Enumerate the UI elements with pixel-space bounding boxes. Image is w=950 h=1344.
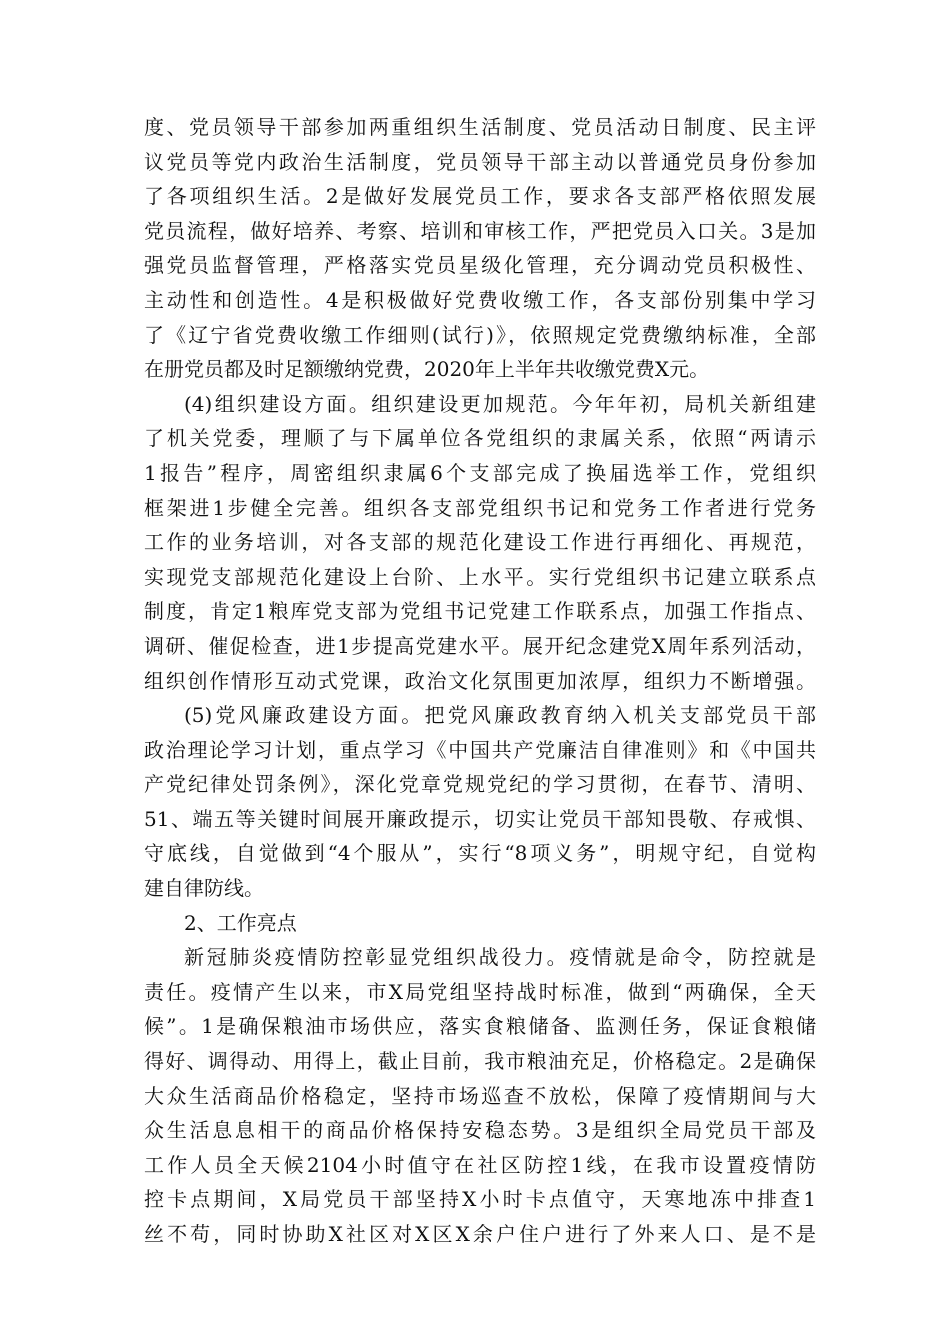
- text-line: 在册党员都及时足额缴纳党费，2020年上半年共收缴党费X元。: [144, 357, 710, 382]
- text-line: 守底线，自觉做到“4个服从”，实行“8项义务”，明规守纪，自觉构: [144, 841, 816, 866]
- text-line: 调研、催促检查，进1步提高党建水平。展开纪念建党X周年系列活动，: [144, 633, 816, 658]
- text-line: 工作人员全天候2104小时值守在社区防控1线，在我市设置疫情防: [144, 1152, 816, 1177]
- text-line: 了《辽宁省党费收缴工作细则(试行)》，依照规定党费缴纳标准，全部: [144, 322, 816, 347]
- text-line: 建自律防线。: [144, 876, 264, 901]
- text-line: 强党员监督管理，严格落实党员星级化管理，充分调动党员积极性、: [144, 253, 816, 278]
- text-line: 候”。1是确保粮油市场供应，落实食粮储备、监测任务，保证食粮储: [144, 1014, 816, 1039]
- text-line: 产党纪律处罚条例》，深化党章党规党纪的学习贯彻，在春节、清明、: [144, 772, 816, 797]
- text-line: 了各项组织生活。2是做好发展党员工作，要求各支部严格依照发展: [144, 184, 816, 209]
- section-heading-work-highlights: [144, 906, 816, 941]
- text-line: 新冠肺炎疫情防控彰显党组织战役力。疫情就是命令，防控就是: [184, 945, 816, 970]
- paragraph-epidemic-prevention: [144, 940, 816, 1251]
- paragraph-organization-building: [144, 387, 816, 698]
- text-line: 得好、调得动、用得上，截止目前，我市粮油充足，价格稳定。2是确保: [144, 1049, 816, 1074]
- document-body: [144, 110, 816, 1252]
- text-line: 组织创作情形互动式党课，政治文化氛围更加浓厚，组织力不断增强。: [144, 668, 816, 693]
- section-heading: 2、工作亮点: [184, 910, 297, 935]
- text-line: 党员流程，做好培养、考察、培训和审核工作，严把党员入口关。3是加: [144, 218, 816, 243]
- text-line: 51、端五等关键时间展开廉政提示，切实让党员干部知畏敬、存戒惧、: [144, 806, 816, 831]
- text-line: 1报告”程序，周密组织隶属6个支部完成了换届选举工作，党组织: [144, 460, 816, 485]
- text-line: 政治理论学习计划，重点学习《中国共产党廉洁自律准则》和《中国共: [144, 737, 816, 762]
- text-line: 实现党支部规范化建设上台阶、上水平。实行党组织书记建立联系点: [144, 564, 816, 589]
- text-line: 众生活息息相干的商品价格保持安稳态势。3是组织全局党员干部及: [144, 1118, 816, 1143]
- paragraph-integrity-building: [144, 698, 816, 906]
- text-line: (4)组织建设方面。组织建设更加规范。今年年初，局机关新组建: [184, 391, 816, 416]
- text-line: 了机关党委，理顺了与下属单位各党组织的隶属关系，依照“两请示: [144, 426, 816, 451]
- paragraph-party-member-management: [144, 110, 816, 387]
- text-line: 控卡点期间，X局党员干部坚持X小时卡点值守，天寒地冻中排查1: [144, 1187, 816, 1212]
- text-line: 丝不苟，同时协助X社区对X区X余户住户进行了外来人口、是不是: [144, 1222, 816, 1246]
- text-line: 框架进1步健全完善。组织各支部党组织书记和党务工作者进行党务: [144, 495, 816, 520]
- text-line: 度、党员领导干部参加两重组织生活制度、党员活动日制度、民主评: [144, 115, 816, 139]
- text-line: 工作的业务培训，对各支部的规范化建设工作进行再细化、再规范，: [144, 530, 816, 555]
- text-line: 议党员等党内政治生活制度，党员领导干部主动以普通党员身份参加: [144, 149, 816, 174]
- text-line: 责任。疫情产生以来，市X局党组坚持战时标准，做到“两确保，全天: [144, 979, 816, 1004]
- text-line: 制度，肯定1粮库党支部为党组书记党建工作联系点，加强工作指点、: [144, 599, 816, 624]
- text-line: (5)党风廉政建设方面。把党风廉政教育纳入机关支部党员干部: [184, 703, 816, 728]
- text-line: 主动性和创造性。4是积极做好党费收缴工作，各支部份别集中学习: [144, 287, 816, 312]
- text-line: 大众生活商品价格稳定，坚持市场巡查不放松，保障了疫情期间与大: [144, 1083, 816, 1108]
